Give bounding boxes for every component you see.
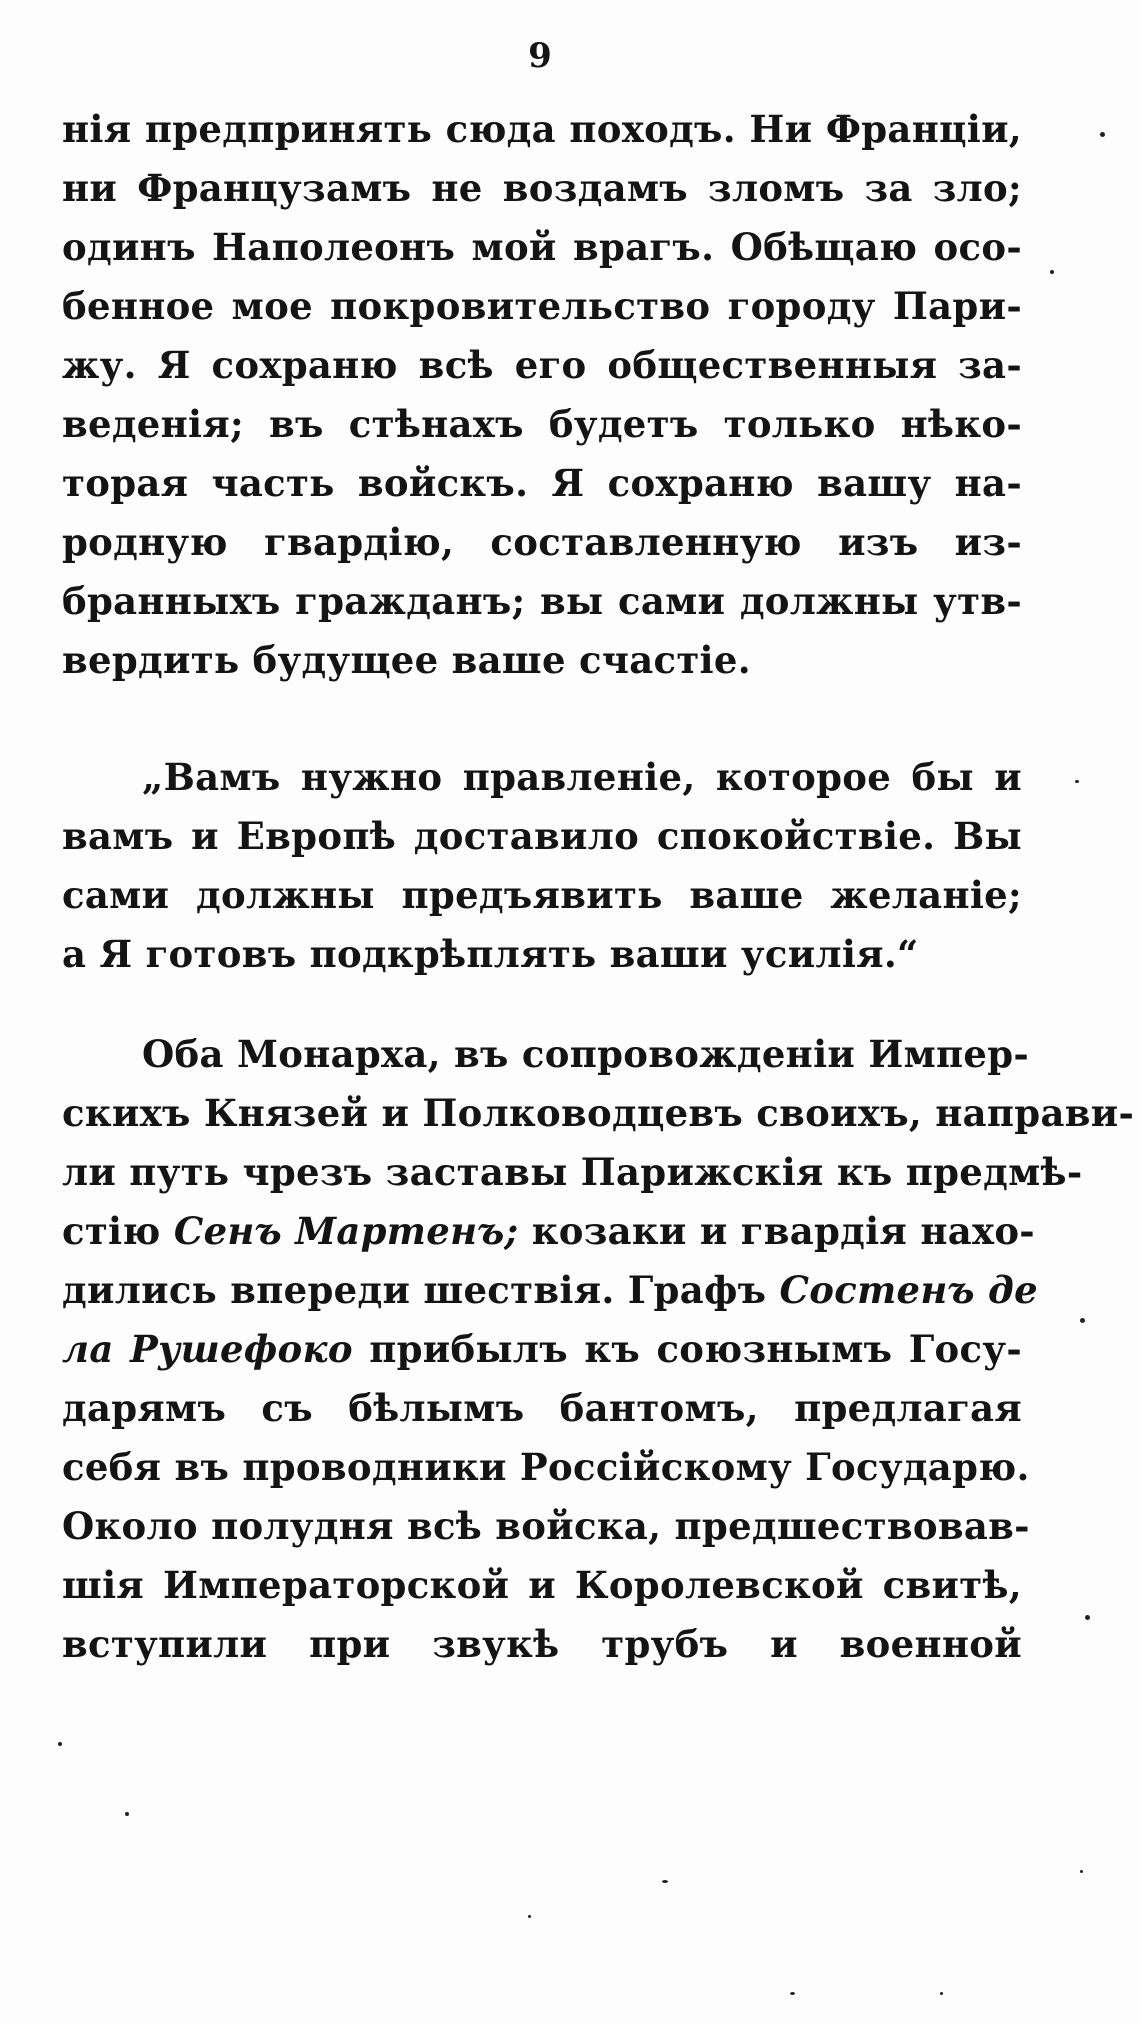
text-line: Оба Монарха, въ сопровожденіи Импер-	[142, 1032, 1030, 1076]
text-line: шія Императорской и Королевской свитѣ,	[62, 1563, 1022, 1607]
text-line: ни Французамъ не воздамъ зломъ за зло;	[62, 166, 1022, 210]
scan-speck	[58, 1742, 62, 1746]
text-line: ли путь чрезъ заставы Парижскія къ предмѣ-	[62, 1150, 1083, 1194]
paragraph-2	[62, 748, 1022, 984]
text-line: веденія; въ стѣнахъ будетъ только нѣко-	[62, 402, 1022, 446]
scan-speck	[1080, 1318, 1085, 1323]
scan-speck	[1080, 1870, 1083, 1873]
text-line: вступили при звукѣ трубъ и военной	[62, 1622, 1022, 1666]
text-line: скихъ Князей и Полководцевъ своихъ, направи-	[62, 1091, 1135, 1135]
text-line: родную гвардію, составленную изъ из-	[62, 520, 1022, 564]
text-line: Около полудня всѣ войска, предшествовав-	[62, 1504, 1030, 1548]
scan-speck	[125, 1812, 129, 1816]
text-fragment: козаки и гвардія нахо-	[531, 1209, 1035, 1253]
italic-place-name: Сенъ Мартенъ;	[173, 1209, 519, 1253]
text-line	[62, 1261, 1038, 1320]
text-line: вердить будущее ваше счастіе.	[62, 638, 751, 682]
text-fragment: дились впереди шествія. Графъ	[62, 1268, 767, 1312]
scan-speck	[790, 1992, 795, 1995]
text-line: себя въ проводники Россійскому Государю.	[62, 1445, 1030, 1489]
text-line: бенное мое покровительство городу Пари-	[62, 284, 1022, 328]
text-line: нія предпринять сюда походъ. Ни Франціи,	[62, 107, 1022, 151]
italic-person-name: Состенъ де	[779, 1268, 1038, 1312]
text-line: одинъ Наполеонъ мой врагъ. Обѣщаю осо-	[62, 225, 1022, 269]
paragraph-3	[62, 1025, 1135, 1674]
page-number: 9	[528, 36, 552, 76]
scan-speck	[1050, 270, 1054, 274]
text-line: жу. Я сохраню всѣ его общественныя за-	[62, 343, 1022, 387]
text-line: бранныхъ гражданъ; вы сами должны утв-	[62, 579, 1022, 623]
scan-speck	[1100, 132, 1105, 137]
scan-speck	[1075, 780, 1079, 783]
text-line: сами должны предъявить ваше желаніе;	[62, 873, 1022, 917]
scan-speck	[1085, 1615, 1090, 1620]
text-line: а Я готовъ подкрѣплять ваши усилія.“	[62, 932, 919, 976]
scan-speck	[662, 1880, 668, 1883]
paragraph-1	[62, 100, 1022, 690]
text-line	[62, 1320, 1022, 1379]
text-line	[62, 1202, 1035, 1261]
text-line: дарямъ съ бѣлымъ бантомъ, предлагая	[62, 1386, 1022, 1430]
text-line: торая часть войскъ. Я сохраню вашу на-	[62, 461, 1022, 505]
text-fragment: стію	[62, 1209, 161, 1253]
text-line: вамъ и Европѣ доставило спокойствіе. Вы	[62, 814, 1022, 858]
text-line: „Вамъ нужно правленіе, которое бы и	[142, 755, 1022, 799]
scan-speck	[528, 1915, 531, 1918]
italic-person-name: ла Рушефоко	[62, 1327, 353, 1371]
text-fragment: прибылъ къ союзнымъ Госу-	[369, 1327, 1022, 1371]
scan-speck	[940, 1992, 943, 1995]
